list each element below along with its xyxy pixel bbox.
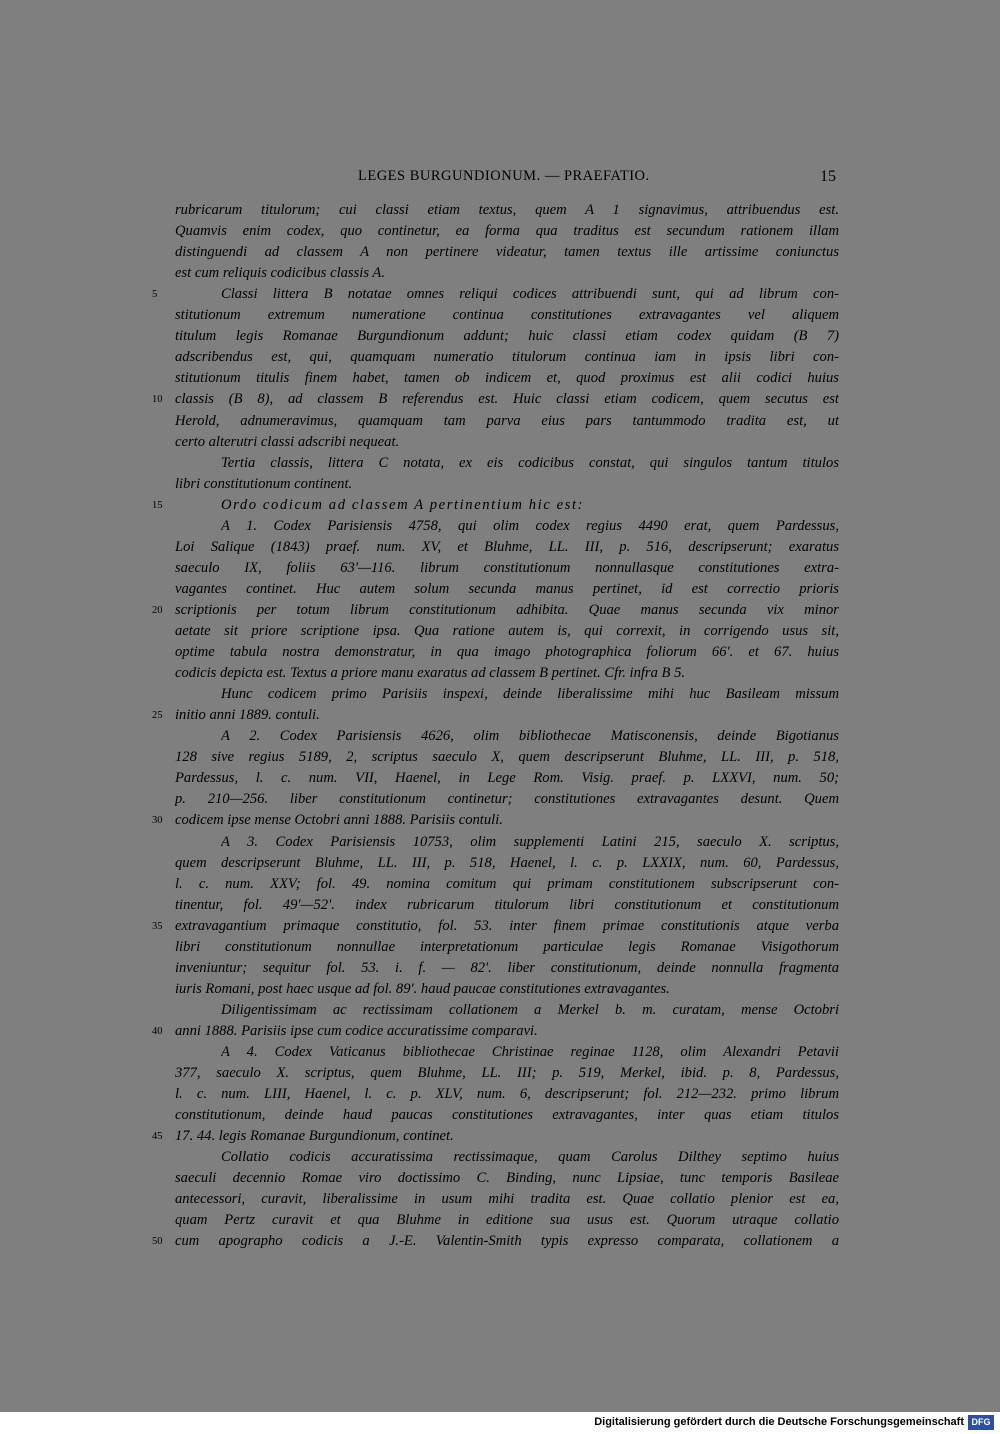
text-line: est cum reliquis codicibus classis A. [175, 265, 385, 282]
footer-bar [0, 1412, 1000, 1434]
text-line: Collatio codicis accuratissima rectissimaque, quam Carolus Dilthey septimo huius [221, 1149, 839, 1166]
line-number: 35 [152, 920, 163, 932]
line-number: 45 [152, 1131, 163, 1143]
text-line: stitutionum titulis finem habet, tamen ob indicem et, quod proximus est alii codici huius [175, 370, 839, 387]
text-line: inveniuntur; sequitur fol. 53. i. f. — 82'. liber constitutionum, deinde nonnulla fragmenta [175, 959, 839, 976]
text-line: titulum legis Romanae Burgundionum addunt; huic classi etiam codex quidam (B 7) [175, 328, 839, 345]
text-line: codicis depicta est. Textus a priore manu exaratus ad classem B pertinet. Cfr. infra B 5. [175, 665, 686, 682]
text-line: Classi littera B notatae omnes reliqui codices attribuendi sunt, qui ad librum con- [221, 286, 839, 303]
text-line: initio anni 1889. contuli. [175, 707, 320, 724]
line-number: 20 [152, 604, 163, 616]
page-number: 15 [820, 168, 836, 185]
text-line: Loi Salique (1843) praef. num. XV, et Bluhme, LL. III, p. 516, descripserunt; exaratus [175, 538, 839, 555]
text-line: tinentur, fol. 49'—52'. index rubricarum titulorum libri constitutionum et constitutionum [175, 896, 839, 913]
text-line: Diligentissimam ac rectissimam collationem a Merkel b. m. curatam, mense Octobri [221, 1001, 839, 1018]
line-number: 10 [152, 394, 163, 406]
text-line: Herold, adnumeravimus, quamquam tam parva eius pars tantummodo tradita est, ut [175, 412, 839, 429]
text-line: l. c. num. XXV; fol. 49. nomina comitum qui primam constitutionem subscripserunt con- [175, 875, 839, 892]
text-line: iuris Romani, post haec usque ad fol. 89'. haud paucae constitutiones extravagantes. [175, 980, 670, 997]
text-line: l. c. num. LIII, Haenel, l. c. p. XLV, num. 6, descripserunt; fol. 212—232. primo librum [175, 1086, 839, 1103]
text-line: Quamvis enim codex, quo continetur, ea forma qua traditus est secundum rationem illam [175, 223, 839, 240]
dfg-logo-icon: DFG [968, 1415, 994, 1430]
text-line: quam Pertz curavit et qua Bluhme in editione sua usus est. Quorum utraque collatio [175, 1212, 839, 1229]
text-line: libri constitutionum continent. [175, 475, 353, 492]
text-line: A 1. Codex Parisiensis 4758, qui olim codex regius 4490 erat, quem Pardessus, [221, 517, 839, 534]
text-line: adscribendus est, qui, quamquam numeratio titulorum continua iam in ipsis libri con- [175, 349, 839, 366]
text-line: constitutionum, deinde haud paucas constitutiones extravagantes, inter quas etiam titulos [175, 1107, 839, 1124]
text-line: quem descripserunt Bluhme, LL. III, p. 518, Haenel, l. c. p. LXXIX, num. 60, Pardessus, [175, 854, 839, 871]
text-line: extravagantium primaque constitutio, fol. 53. inter finem primae constitutionis atque verba [175, 917, 839, 934]
line-number: 25 [152, 710, 163, 722]
text-line: p. 210—256. liber constitutionum continetur; constitutiones extravagantes desunt. Quem [175, 791, 839, 808]
text-line: certo alterutri classi adscribi nequeat. [175, 433, 400, 450]
text-line: aetate sit priore scriptione ipsa. Qua ratione autem is, qui correxit, in corrigendo usus sit, [175, 623, 839, 639]
text-line: cum apographo codicis a J.-E. Valentin-Smith typis expresso comparata, collationem a [175, 1233, 839, 1250]
text-line: codicem ipse mense Octobri anni 1888. Parisiis contuli. [175, 812, 503, 829]
line-number: 40 [152, 1025, 163, 1037]
text-line: saeculi decennio Romae viro doctissimo C. Binding, nunc Lipsiae, tunc temporis Basileae [175, 1170, 839, 1187]
text-line: Pardessus, l. c. num. VII, Haenel, in Lege Rom. Visig. praef. p. LXXVI, num. 50; [175, 770, 839, 787]
text-line: rubricarum titulorum; cui classi etiam textus, quem A 1 signavimus, attribuendus est. [175, 202, 839, 218]
text-line: A 3. Codex Parisiensis 10753, olim supplementi Latini 215, saeculo X. scriptus, [221, 833, 839, 850]
text-line: optime tabula nostra demonstratur, in qua imago photographica foliorum 66'. et 67. huius [175, 644, 839, 661]
text-line: Hunc codicem primo Parisiis inspexi, deinde liberalissime mihi huc Basileam missum [221, 686, 839, 703]
text-line: vagantes continet. Huc autem solum secunda manus pertinet, id est correctio prioris [175, 580, 839, 597]
text-line: Tertia classis, littera C notata, ex eis codicibus constat, qui singulos tantum titulos [221, 454, 839, 471]
text-line: anni 1888. Parisiis ipse cum codice accuratissime comparavi. [175, 1022, 538, 1039]
text-line: 17. 44. legis Romanae Burgundionum, continet. [175, 1128, 454, 1145]
text-line: 128 sive regius 5189, 2, scriptus saeculo X, quem descripserunt Bluhme, LL. III, p. 518, [175, 749, 839, 766]
text-line: 377, saeculo X. scriptus, quem Bluhme, LL. III; p. 519, Merkel, ibid. p. 8, Pardessus, [175, 1065, 839, 1082]
text-line: antecessori, curavit, liberalissime in usum mihi tradita est. Quae collatio plenior est ea, [175, 1191, 839, 1208]
funding-credit: Digitalisierung gefördert durch die Deutsche Forschungsgemeinschaft [594, 1416, 964, 1428]
text-line: classis (B 8), ad classem B referendus est. Huic classi etiam codicem, quem secutus est [175, 391, 839, 408]
line-number: 50 [152, 1236, 163, 1248]
running-title: LEGES BURGUNDIONUM. — PRAEFATIO. [358, 168, 650, 184]
text-line: Ordo codicum ad classem A pertinentium hic est: [221, 496, 585, 513]
text-line: A 2. Codex Parisiensis 4626, olim bibliothecae Matisconensis, deinde Bigotianus [221, 728, 839, 745]
text-line: libri constitutionum nonnullae interpretationum particulae legis Romanae Visigothorum [175, 938, 839, 955]
text-line: saeculo IX, foliis 63'—116. librum constitutionum nonnullasque constitutiones extra- [175, 559, 839, 576]
text-line: distinguendi ad classem A non pertinere videatur, tamen textus ille artissime coniunctus [175, 244, 839, 261]
text-line: stitutionum extremum numeratione continua constitutiones extravagantes vel aliquem [175, 307, 839, 324]
text-line: A 4. Codex Vaticanus bibliothecae Christinae reginae 1128, olim Alexandri Petavii [221, 1044, 839, 1060]
line-number: 15 [152, 499, 163, 511]
line-number: 5 [152, 289, 158, 301]
line-number: 30 [152, 815, 163, 827]
text-line: scriptionis per totum librum constitutionum adhibita. Quae manus secunda vix minor [175, 601, 839, 618]
